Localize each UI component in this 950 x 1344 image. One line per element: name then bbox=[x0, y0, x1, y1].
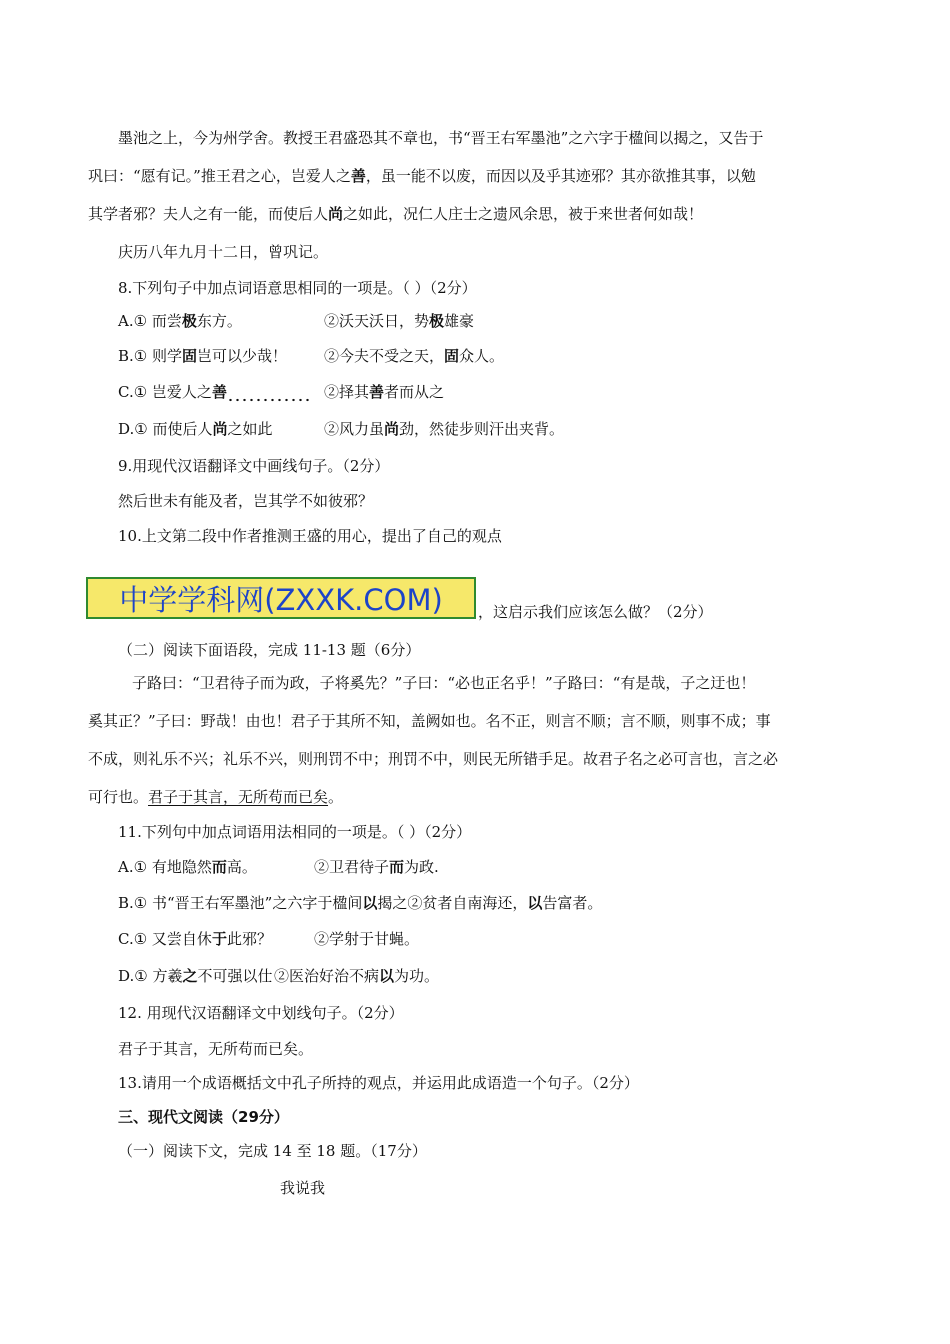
passage-line: 墨池之上，今为州学舍。教授王君盛恐其不章也，书“晋王右军墨池”之六字于楹间以揭之，又告于 bbox=[118, 129, 764, 147]
passage-line: 其学者邪？夫人之有一能，而使后人尚之如此，况仁人庄士之遗风余思，被于来世者何如哉！ bbox=[88, 205, 704, 223]
section-2-heading: （二）阅读下面语段，完成 11-13 题（6分） bbox=[118, 641, 421, 659]
question-8-option-b: B.① 则学固岂可以少哉！ ②今夫不受之天，固众人。 bbox=[118, 347, 505, 365]
emphasis-dots bbox=[227, 382, 311, 402]
question-8-option-a: A.① 而尝极东方。 ②沃天沃日，势极雄豪 bbox=[118, 312, 475, 330]
zxxk-logo: 中学学科网(ZXXK.COM) bbox=[86, 577, 476, 619]
question-8-option-c: C.① 岂爱人之善 ②择其善者而从之 bbox=[118, 383, 445, 401]
question-10-stem: 10.上文第二段中作者推测王盛的用心，提出了自己的观点 bbox=[118, 527, 502, 545]
question-11-option-b: B.① 书“晋王右军墨池”之六字于楹间以揭之②贫者自南海还，以告富者。 bbox=[118, 894, 603, 912]
question-10-tail: ，这启示我们应该怎么做？（2分） bbox=[478, 603, 713, 621]
question-9-stem: 9.用现代汉语翻译文中画线句子。（2分） bbox=[118, 457, 390, 475]
question-11-stem: 11.下列句中加点词语用法相同的一项是。（ ）（2分） bbox=[118, 823, 472, 841]
question-12-stem: 12. 用现代汉语翻译文中划线句子。（2分） bbox=[118, 1004, 404, 1022]
passage-line: 庆历八年九月十二日，曾巩记。 bbox=[118, 243, 329, 261]
question-8-option-d: D.① 而使后人尚之如此 ②风力虽尚劲，然徒步则汗出夹背。 bbox=[118, 420, 565, 438]
section-3-heading: 三、现代文阅读（29分） bbox=[118, 1108, 289, 1126]
underlined-sentence: 君子于其言，无所苟而已矣 bbox=[148, 788, 329, 806]
section-3-subheading: （一）阅读下文，完成 14 至 18 题。（17分） bbox=[118, 1142, 427, 1160]
question-11-option-d: D.① 方羲之不可强以仕 ②医治好治不病以为功。 bbox=[118, 967, 440, 985]
question-8-stem: 8.下列句子中加点词语意思相同的一项是。（ ）（2分） bbox=[118, 279, 477, 297]
question-12-sentence: 君子于其言，无所苟而已矣。 bbox=[118, 1040, 314, 1058]
question-13-stem: 13.请用一个成语概括文中孔子所持的观点，并运用此成语造一个句子。（2分） bbox=[118, 1074, 639, 1092]
analects-line: 子路曰：“卫君待子而为政，子将奚先？”子曰：“必也正名乎！”子路曰：“有是哉，子之迂也！ bbox=[132, 674, 756, 692]
analects-line: 可行也。君子于其言，无所苟而已矣。 bbox=[88, 788, 344, 806]
question-11-option-c: C.① 又尝自休于此邪？ ②学射于甘蝇。 bbox=[118, 930, 420, 948]
question-11-option-a: A.① 有地隐然而高。 ②卫君待子而为政. bbox=[118, 858, 439, 876]
essay-title: 我说我 bbox=[280, 1179, 326, 1197]
analects-line: 不成，则礼乐不兴；礼乐不兴，则刑罚不中；刑罚不中，则民无所错手足。故君子名之必可言也，言之必 bbox=[88, 750, 779, 768]
analects-line: 奚其正？”子曰：野哉！由也！君子于其所不知，盖阙如也。名不正，则言不顺；言不顺，则事不成；事 bbox=[88, 712, 771, 730]
question-9-sentence: 然后世未有能及者，岂其学不如彼邪？ bbox=[118, 492, 374, 510]
passage-line: 巩曰：“愿有记。”推王君之心，岂爱人之善，虽一能不以废，而因以及乎其迹邪？其亦欲推其事，以勉 bbox=[88, 167, 756, 185]
